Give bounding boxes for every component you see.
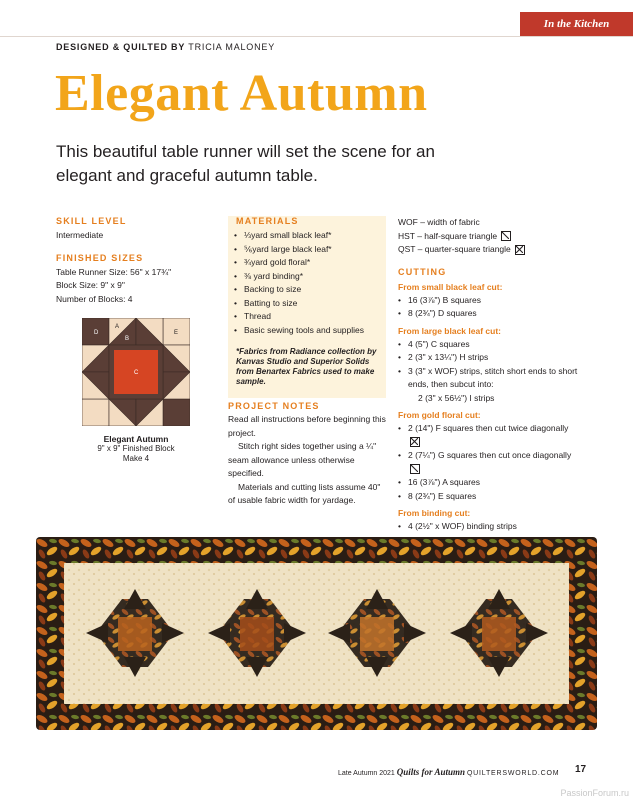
left-column	[56, 216, 216, 306]
block-label-c: C	[134, 370, 139, 376]
cutting-subitem: 2 (3" x 56½") I strips	[418, 392, 495, 403]
page-title: Elegant Autumn	[55, 65, 428, 122]
cutting-large-black-heading: From large black leaf cut:	[398, 325, 501, 336]
materials-item: • Backing to size	[234, 283, 386, 297]
footer-issue: Late Autumn 2021	[338, 770, 395, 777]
cutting-binding-list	[398, 520, 578, 534]
materials-item: • Batting to size	[234, 297, 386, 311]
materials-note: *Fabrics from Radiance collection by Kanvas Studio and Superior Solids from Benartex Fabrics used to make sample.	[236, 347, 377, 386]
finished-size-line: Number of Blocks: 4	[56, 293, 133, 304]
cutting-item: • 2 (3" x 13¼") H strips	[398, 351, 578, 365]
block-label-b: B	[125, 336, 130, 342]
header-bar	[0, 0, 633, 36]
block-label-d: D	[94, 330, 99, 336]
middle-column	[228, 216, 386, 508]
cutting-binding-heading: From binding cut:	[398, 508, 471, 518]
skill-level-value: Intermediate	[56, 230, 104, 240]
cutting-item: • 3 (3" x WOF) strips, stitch short ends to short ends, then subcut into:	[398, 365, 578, 392]
materials-heading: MATERIALS	[236, 216, 299, 226]
project-note-paragraph: Stitch right sides together using a ¼" seam allowance unless otherwise specified.	[228, 441, 377, 478]
abbrev-hst-row	[398, 230, 578, 244]
byline-name: TRICIA MALONEY	[188, 42, 276, 52]
cutting-item: • 4 (5") C squares	[398, 338, 578, 352]
materials-item: • Basic sewing tools and supplies	[234, 324, 386, 338]
finished-size-line: Block Size: 9" x 9"	[56, 280, 125, 290]
block-caption	[66, 434, 206, 464]
skill-level-heading: SKILL LEVEL	[56, 216, 127, 226]
materials-item: • ⅜ yard binding*	[234, 270, 386, 284]
materials-item: • ¾yard gold floral*	[234, 256, 386, 270]
cutting-item: • 2 (7¼") G squares then cut once diagonally	[398, 449, 578, 476]
materials-list	[228, 229, 386, 337]
byline	[56, 42, 275, 52]
table-runner-photo	[36, 537, 597, 730]
project-notes-heading: PROJECT NOTES	[228, 401, 320, 411]
page-footer	[338, 767, 559, 777]
byline-label: DESIGNED & QUILTED BY	[56, 42, 185, 52]
footer-site: QUILTERSWORLD.COM	[466, 770, 560, 777]
header-divider	[0, 36, 633, 37]
cutting-large-black-list	[398, 338, 578, 392]
watermark: PassionForum.ru	[560, 788, 629, 798]
abbrev-qst: QST – quarter-square triangle	[398, 244, 511, 254]
block-label-a: A	[115, 324, 120, 330]
project-note-paragraph: Read all instructions before beginning this project.	[228, 414, 386, 438]
cutting-item: • 16 (3⅞") A squares	[398, 476, 578, 490]
block-diagram	[82, 318, 190, 426]
hst-icon	[501, 231, 511, 241]
finished-sizes-heading: FINISHED SIZES	[56, 252, 144, 263]
cutting-item: • 16 (3⅞") B squares	[398, 294, 578, 308]
cutting-item: • 4 (2½" x WOF) binding strips	[398, 520, 578, 534]
finished-size-line: Table Runner Size: 56" x 17¾"	[56, 266, 172, 277]
cutting-item: • 8 (2¾") E squares	[398, 490, 578, 504]
abbrev-hst: HST – half-square triangle	[398, 230, 498, 241]
page-number: 17	[575, 764, 587, 775]
block-piece-d	[82, 399, 109, 426]
materials-item: • ⅚yard large black leaf*	[234, 243, 386, 257]
materials-item: • Thread	[234, 310, 386, 324]
block-caption-size: 9" x 9" Finished Block	[97, 444, 175, 453]
page-subtitle: This beautiful table runner will set the scene for an elegant and graceful autumn table.	[56, 142, 435, 185]
materials-item: • ⅓yard small black leaf*	[234, 229, 386, 243]
footer-magazine: Quilts for Autumn	[396, 767, 465, 777]
abbrev-wof: WOF – width of fabric	[398, 217, 480, 227]
qst-icon	[515, 245, 525, 255]
cutting-small-black-heading: From small black leaf cut:	[398, 281, 503, 292]
cutting-gold-floral-list	[398, 422, 578, 503]
abbrev-qst-row	[398, 243, 578, 257]
right-column	[398, 216, 578, 534]
block-label-e: E	[174, 330, 179, 336]
cutting-small-black-list	[398, 294, 578, 321]
cutting-item: • 8 (2¾") D squares	[398, 307, 578, 321]
block-caption-count: Make 4	[122, 454, 150, 463]
block-piece-d	[163, 399, 190, 426]
cutting-gold-floral-heading: From gold floral cut:	[398, 410, 481, 420]
hst-icon	[410, 464, 420, 474]
cutting-item: • 2 (14") F squares then cut twice diagonally	[398, 422, 578, 449]
section-tab: In the Kitchen	[520, 12, 633, 36]
cutting-heading: CUTTING	[398, 266, 447, 277]
block-caption-title: Elegant Autumn	[103, 434, 169, 444]
qst-icon	[410, 437, 420, 447]
project-note-paragraph: Materials and cutting lists assume 40" of usable fabric width for yardage.	[228, 481, 381, 505]
